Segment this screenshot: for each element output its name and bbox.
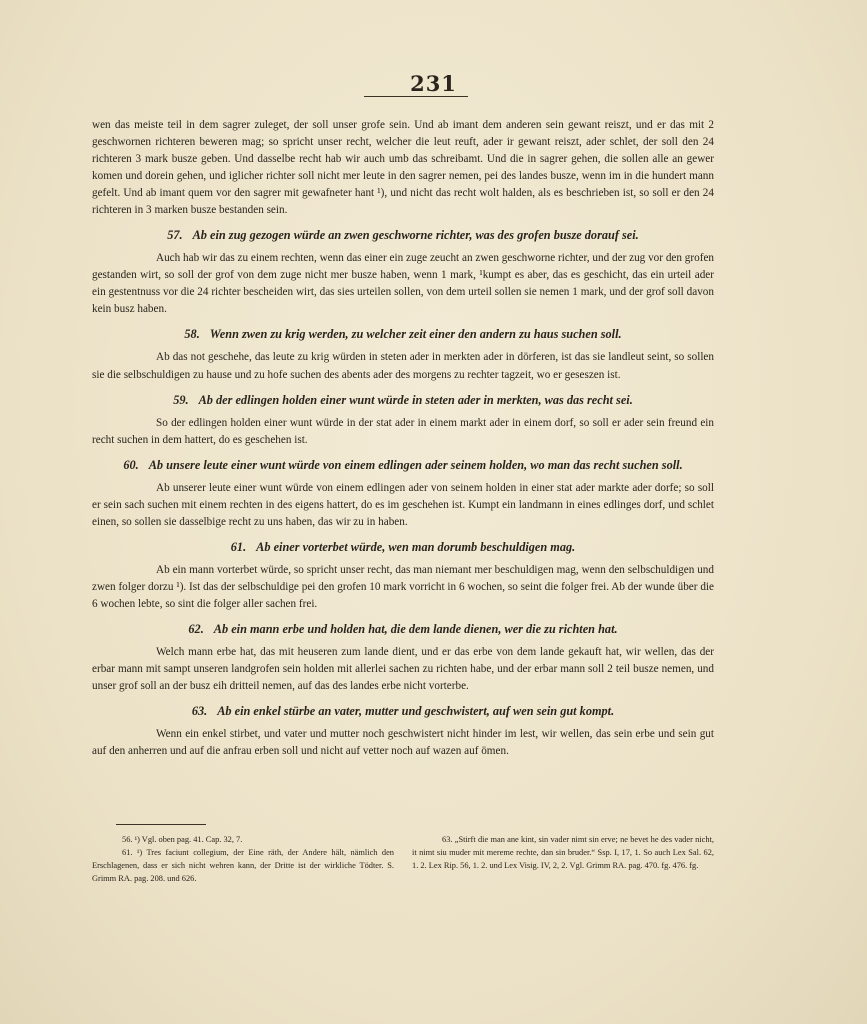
section-title: Ab ein mann erbe und holden hat, die dem lande dienen, wer die zu richten hat.: [213, 621, 618, 636]
section-text: Ab unserer leute einer wunt würde von einem edlingen ader von seinem holden in einer stat ader markte ader dorfe; so soll er sein sach suchen mit einem rechten in des eigens hattert, do es im geschehen ist. Kumpt ein landmann in eines edlinges dorf, und schlet einen, so sollen sie dasselbige recht zu uns haben, das wir zu in haben.: [92, 481, 714, 528]
section-number: 60.: [123, 457, 139, 472]
footnote: 61. ¹) Tres faciunt collegium, der Eine räth, der Andere hält, nämlich den Erschlagenen, dass er sich nicht wehren kann, der Dritte ist der wirkliche Tödter. S. Grimm RA. pag. 208. und 626.: [92, 847, 394, 883]
section-62: [92, 621, 714, 695]
footnotes-right-column: [412, 834, 714, 886]
main-text: [92, 117, 714, 760]
section-heading: [92, 392, 714, 409]
section-text: Auch hab wir das zu einem rechten, wenn das einer ein zuge zeucht an zwen geschworne richter, und der zug vor den grofen gestanden wirt, so soll der grof von dem zuge nicht mer busze haben, wenn 1 mark, ¹kumpt es aber, das es geschicht, das ein urteil ader ein gestentnuss vor die 24 richter bescheiden wirt, das sies urteilen sollen, von dem urteil sollen sie nemen 1 mark, und der grof soll davon kein busz haben.: [92, 252, 714, 316]
section-title: Ab einer vorterbet würde, wen man dorumb beschuldigen mag.: [256, 539, 576, 554]
section-61: [92, 539, 714, 613]
page-number-rule: [364, 96, 468, 97]
section-number: 59.: [173, 392, 189, 407]
section-60: [92, 457, 714, 531]
section-number: 57.: [167, 228, 183, 243]
section-58: [92, 326, 714, 383]
section-text: So der edlingen holden einer wunt würde in der stat ader in einem markt ader in einem dorf, so soll er ader sein freund ein recht suchen in dem hattert, do es geschehen ist.: [92, 416, 714, 446]
section-title: Ab unsere leute einer wunt würde von einem edlingen ader seinem holden, wo man das recht suchen soll.: [148, 457, 683, 472]
section-title: Ab der edlingen holden einer wunt würde in steten ader in merkten, was das recht sei.: [198, 392, 633, 407]
footnotes: [92, 834, 714, 886]
footnote: 56. ¹) Vgl. oben pag. 41. Cap. 32, 7.: [122, 835, 243, 844]
section-title: Ab ein enkel stürbe an vater, mutter und geschwistert, auf wen sein gut kompt.: [217, 704, 615, 719]
section-text: Welch mann erbe hat, das mit heuseren zum lande dient, und er das erbe von dem lande gekauft hat, wir wellen, das der erbar mann mit sampt unseren landgrofen sein holden mit allerlei sachen zu richten habe, und der erbar mann soll 2 teil busze nemen, und unser grof soll an der busz eih dritteil nemen, auf das des landes erbe nicht vorterbe.: [92, 645, 714, 693]
section-title: Ab ein zug gezogen würde an zwen geschworne richter, was des grofen busze dorauf sei.: [192, 228, 639, 243]
section-number: 62.: [188, 621, 204, 636]
section-heading: [92, 227, 714, 244]
footnote: 63. „Stirft die man ane kint, sin vader nimt sin erve; ne bevet he des vader nicht, it nimt siu muder mit mereme rechte, dan sin bruder.“ Ssp. I, 17, 1. So auch Lex Sal. 62, 1. 2. Lex Rip. 56, 1. 2. und Lex Visig. IV, 2, 2. Vgl. Grimm RA. pag. 470. fg. 476. fg.: [412, 835, 714, 870]
section-heading: [92, 703, 714, 720]
section-heading: [92, 326, 714, 343]
section-heading: [92, 457, 714, 474]
footnotes-left-column: [92, 834, 394, 886]
section-57: [92, 227, 714, 318]
footnote-rule: [116, 824, 206, 825]
intro-paragraph: wen das meiste teil in dem sagrer zuleget, der soll unser grofe sein. Und ab imant dem anderen sein gewant reiszt, und er das mit 2 geschwornen richteren beweren mag; so spricht unser recht, welcher die leut reuft, ader ir gewant reiszt, ader schlet, der soll den 24 richteren 3 mark busze geben. Und dasselbe recht hab wir auch umb das schreibamt. Und die in sagrer gehen, die sollen alle an gewer komen und dorein gehen, und iglicher richter soll nicht mer leute in den sagrer nemen, pei des landes busze, wenn im in die hundert mann gefelt. Und ab imant quem vor den sagrer mit gewafneter hant ¹), und nicht das recht wolt halden, als es beschrieben ist, so soll er den 24 richteren in 3 marken busze bestanden sein.: [92, 119, 714, 217]
section-text: Ab ein mann vorterbet würde, so spricht unser recht, das man niemant mer beschuldigen mag, wenn den selbschuldigen und zwen folger dorzu ¹). Ist das der selbschuldige pei den grofen 10 mark vorricht in 6 wochen, so seint die folger frei. Ab der wunde über die 6 wochen lebte, so sint die folger aller sachen frei.: [92, 563, 714, 610]
page-number: 231: [410, 71, 457, 96]
section-heading: [92, 621, 714, 638]
section-text: Ab das not geschehe, das leute zu krig würden in steten ader in merkten ader in dörferen, ist das sie landleut seint, so sollen sie die selbschuldigen zu hause und zu hofe suchen des abents ader des morgens zu rechter tagzeit, wo er geseszen ist.: [92, 351, 714, 381]
section-number: 61.: [230, 539, 247, 554]
section-heading: [92, 539, 714, 556]
section-number: 58.: [184, 327, 200, 342]
section-59: [92, 392, 714, 449]
section-title: Wenn zwen zu krig werden, zu welcher zeit einer den andern zu haus suchen soll.: [209, 327, 622, 342]
section-63: [92, 703, 714, 760]
section-text: Wenn ein enkel stirbet, und vater und mutter noch geschwistert nicht hinder im lest, wir wellen, das sein erbe und sein gut auf den anherren und auf die anfrau erben soll und nicht auf vetter noch auf wazen auf ömen.: [92, 728, 714, 758]
section-number: 63.: [191, 704, 208, 719]
